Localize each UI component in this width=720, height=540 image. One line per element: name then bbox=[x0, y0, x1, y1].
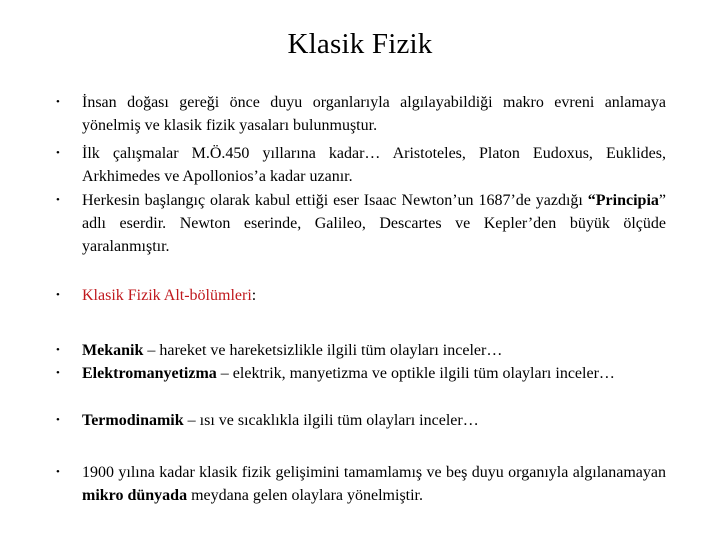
subsections-heading bbox=[82, 284, 666, 307]
subsections-heading-label: Klasik Fizik Alt-bölümleri bbox=[82, 287, 252, 304]
closing-lead-text: 1900 yılına kadar klasik fizik gelişimini tamamlamış ve beş duyu organıyla algılanamayan bbox=[82, 464, 666, 481]
branch-mechanics bbox=[82, 339, 666, 362]
branch-mechanics-desc: – hareket ve hareketsizlikle ilgili tüm olayları inceler… bbox=[143, 342, 503, 359]
branch-electromagnetism-term: Elektromanyetizma bbox=[82, 365, 217, 382]
bullet-icon: • bbox=[56, 466, 60, 478]
principia-title: “Principia bbox=[587, 192, 659, 209]
branch-electromagnetism-desc: – elektrik, manyetizma ve optikle ilgili tüm olayları inceler… bbox=[216, 365, 615, 382]
intro-paragraph-1: İnsan doğası gereği önce duyu organlarıyla algılayabildiği makro evreni anlamaya yönelmiş ve klasik fizik yasaları bulunmuştur. bbox=[82, 94, 666, 134]
intro-paragraph-3 bbox=[82, 189, 666, 258]
bullet-icon: • bbox=[56, 147, 60, 159]
bullet-icon: • bbox=[56, 96, 60, 108]
closing-paragraph bbox=[82, 461, 666, 507]
bullet-icon: • bbox=[56, 414, 60, 426]
closing-tail-text: meydana gelen olaylara yönelmiştir. bbox=[187, 487, 423, 504]
subsections-heading-colon: : bbox=[251, 287, 257, 304]
branch-electromagnetism bbox=[82, 362, 666, 385]
branch-thermodynamics-term: Termodinamik bbox=[82, 412, 184, 429]
principia-tail-text: ” adlı eserdir. Newton eserinde, Galileo, Descartes ve Kepler’den büyük ölçüde yaralanmıştır. bbox=[82, 192, 666, 255]
principia-lead-text: Herkesin başlangıç olarak kabul ettiği eser Isaac Newton’un 1687’de yazdığı bbox=[82, 192, 588, 209]
branch-mechanics-term: Mekanik bbox=[82, 342, 144, 359]
branch-thermodynamics bbox=[82, 409, 666, 432]
intro-paragraph-2: İlk çalışmalar M.Ö.450 yıllarına kadar… Aristoteles, Platon Eudoxus, Euklides, Arkhimedes ve Apollonios’a kadar uzanır. bbox=[82, 145, 666, 185]
bullet-icon: • bbox=[56, 194, 60, 206]
slide-title: Klasik Fizik bbox=[287, 28, 433, 60]
bullet-icon: • bbox=[56, 289, 60, 301]
bullet-icon: • bbox=[56, 367, 60, 379]
micro-world-term: mikro dünyada bbox=[82, 487, 188, 504]
bullet-icon: • bbox=[56, 344, 60, 356]
branch-thermodynamics-desc: – ısı ve sıcaklıkla ilgili tüm olayları inceler… bbox=[183, 412, 479, 429]
